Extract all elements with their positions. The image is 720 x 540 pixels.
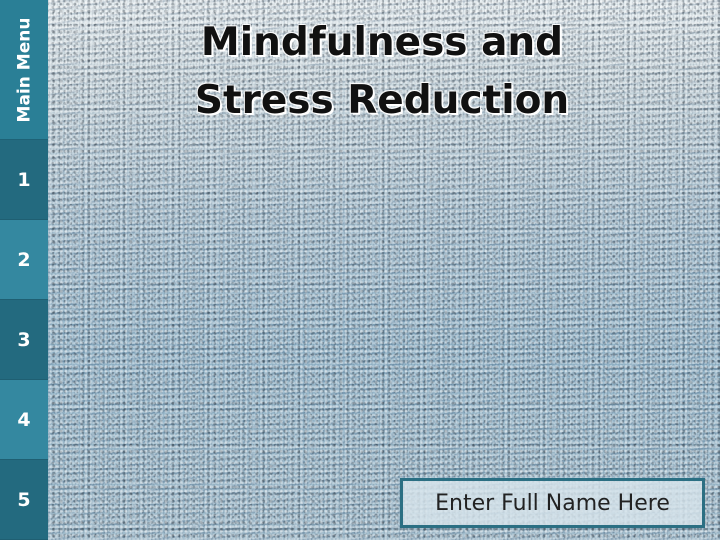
full-name-field[interactable] — [400, 478, 705, 528]
nav-item-5[interactable]: 5 — [0, 460, 48, 540]
page-title-line-1: Mindfulness and — [200, 20, 564, 65]
page-title — [150, 14, 614, 130]
nav-item-2[interactable]: 2 — [0, 220, 48, 300]
main-menu-label: Main Menu — [14, 17, 35, 122]
main-menu-button[interactable] — [0, 0, 48, 140]
page-title-line-2: Stress Reduction — [194, 78, 570, 123]
full-name-field-text: Enter Full Name Here — [435, 490, 670, 516]
nav-item-3[interactable]: 3 — [0, 300, 48, 380]
nav-item-1[interactable]: 1 — [0, 140, 48, 220]
nav-item-4[interactable]: 4 — [0, 380, 48, 460]
sidebar-nav — [0, 0, 48, 540]
